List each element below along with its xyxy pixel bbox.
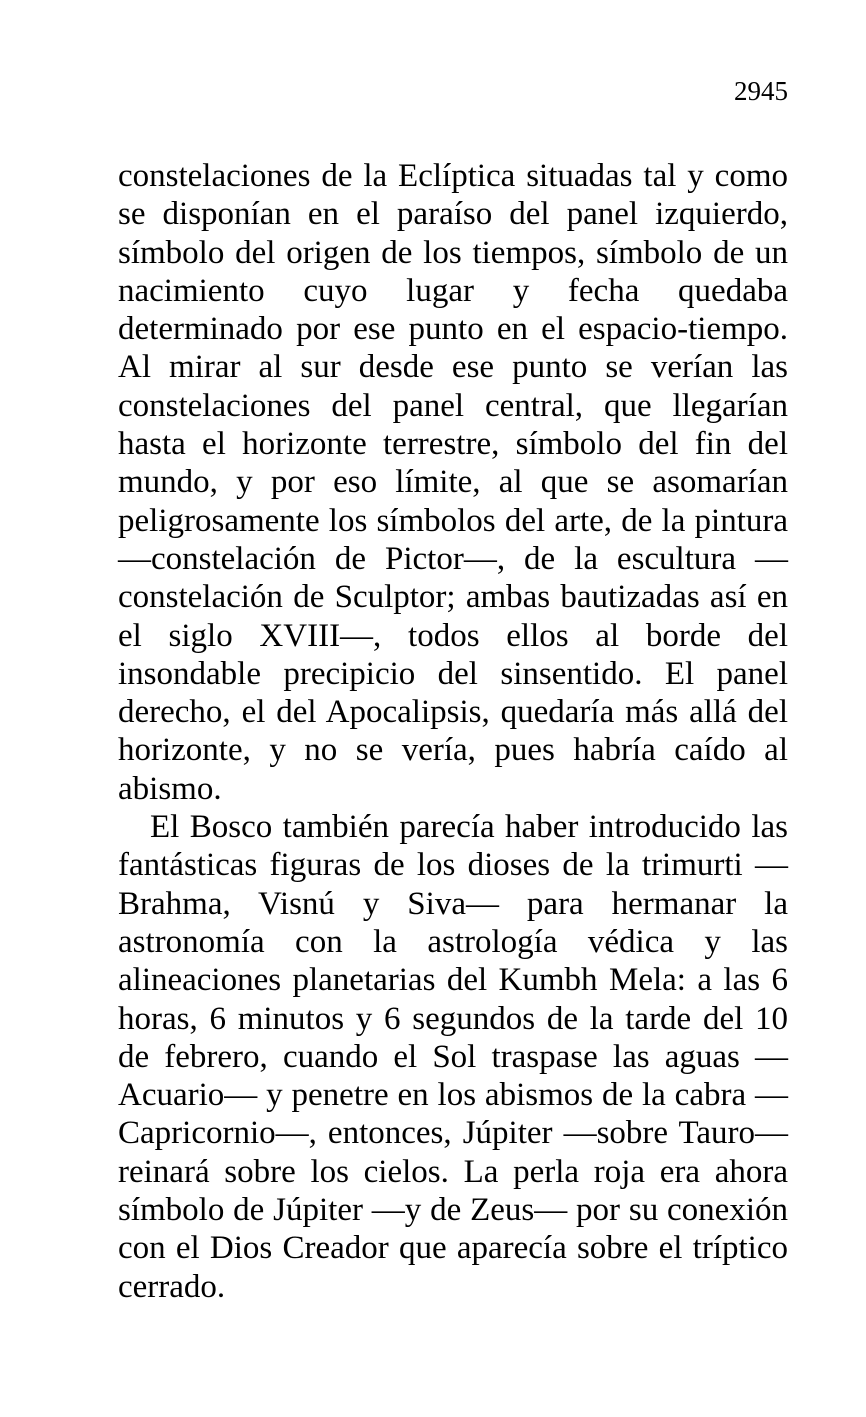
body-text: [118, 157, 788, 1306]
paragraph-continuation: constelaciones de la Eclíptica situadas tal y como se disponían en el paraíso del panel izquierdo, símbolo del origen de los tiempos, símbolo de un nacimiento cuyo lugar y fecha quedaba determinado por ese punto en el espacio-tiempo. Al mirar al sur desde ese punto se verían las constelaciones del panel central, que llegarían hasta el horizonte terrestre, símbolo del fin del mundo, y por eso límite, al que se asomarían peligrosamente los símbolos del arte, de la pintura —constelación de Pictor—, de la escultura —constelación de Sculptor; ambas bautizadas así en el siglo XVIII—, todos ellos al borde del insondable precipicio del sinsentido. El panel derecho, el del Apocalipsis, quedaría más allá del horizonte, y no se vería, pues habría caído al abismo.: [118, 158, 788, 807]
page-number: 2945: [734, 76, 788, 106]
paragraph-bosco: El Bosco también parecía haber introducido las fantásticas figuras de los dioses de la trimurti —Brahma, Visnú y Siva— para hermanar la astronomía con la astrología védica y las alineaciones planetarias del Kumbh Mela: a las 6 horas, 6 minutos y 6 segundos de la tarde del 10 de febrero, cuando el Sol traspase las aguas —Acuario— y penetre en los abismos de la cabra —Capricornio—, entonces, Júpiter —sobre Tauro— reinará sobre los cielos. La perla roja era ahora símbolo de Júpiter —y de Zeus— por su conexión con el Dios Creador que aparecía sobre el tríptico cerrado.: [118, 809, 788, 1305]
